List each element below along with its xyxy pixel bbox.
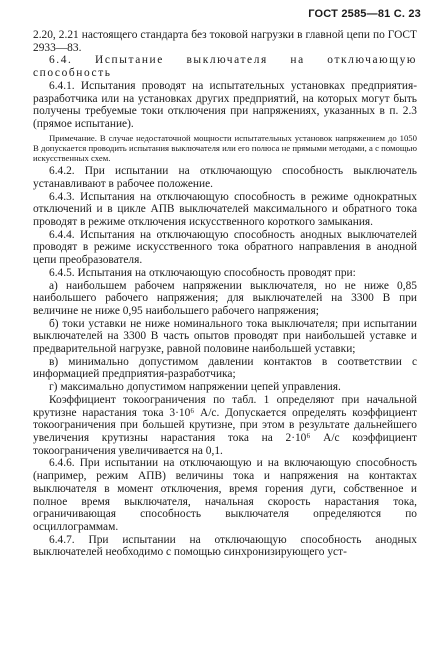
- paragraph-6-4-2: 6.4.2. При испытании на отключающую способность выключатель устанавливают в рабочее положение.: [33, 165, 417, 190]
- paragraph-6-4-1: 6.4.1. Испытания проводят на испытательных установках предприятия-разработчика или на установках других предприятий, на которых могут быть получены требуемые токи отключения при напряжениях, указанных в п. 2.3 (прямое испытание).: [33, 79, 417, 130]
- paragraph-coefficient: Коэффициент токоограничения по табл. 1 определяют при начальной крутизне нарастания тока 3·10⁶ А/с. Допускается определять коэффициент токоограничения при большей крутизне, при этом в результате дальнейшего увеличения крутизны нарастания тока на 2·10⁶ А/с коэффициент токоограничения увеличивается на 0,1.: [33, 393, 417, 457]
- paragraph-continuation: 2.20, 2.21 настоящего стандарта без токовой нагрузки в главной цепи по ГОСТ 2933—83.: [33, 29, 417, 54]
- paragraph-6-4-5: 6.4.5. Испытания на отключающую способность проводят при:: [49, 266, 356, 279]
- paragraph-6-4-3: 6.4.3. Испытания на отключающую способность в режиме однократных отключений и в цикле АПВ выключателей максимального и обратного тока проводят в режиме отключения искусственного короткого замыкания.: [33, 190, 417, 229]
- paragraph-6-4-7: 6.4.7. При испытании на отключающую способность анодных выключателей необходимо с помощью синхронизирующего уст-: [33, 533, 417, 559]
- paragraph-6-4-4: 6.4.4. Испытания на отключающую способность анодных выключателей проводят в режиме искусственного тока обратного направления в анодной цепи преобразователя.: [33, 228, 417, 267]
- section-heading: 6.4. Испытание выключателя на отключающую способность: [33, 54, 417, 80]
- note: Примечание. В случае недостаточной мощности испытательных установок напряжением до 1050 В допускается проводить испытания выключателя или его полюса не прямыми методами, а с помощью искусственных схем.: [33, 132, 417, 164]
- list-item-g: г) максимально допустимом напряжении цепей управления.: [49, 381, 341, 394]
- list-item-v: в) минимально допустимом давлении контактов в соответствии с информацией предприятия-разработчика;: [33, 355, 417, 381]
- list-item-b: б) токи уставки не ниже номинального тока выключателя; при испытании выключателей на 3300 В часть опытов проводят при наибольшей уставке и предварительной нагрузке, равной половине наибольшей уставки;: [33, 317, 417, 356]
- paragraph-6-4-6: 6.4.6. При испытании на отключающую и на включающую способность (например, режим АПВ) величины тока и напряжения на контактах выключателя в момент отключения, время горения дуги, собственное и полное время выключателя, начальная скорость нарастания тока, ограничивающая способность выключателя определяются по осциллограммам.: [33, 457, 417, 533]
- document-body: [33, 29, 417, 559]
- list-item-a: а) наибольшем рабочем напряжении выключателя, но не ниже 0,85 наибольшего рабочего напряжения; для выключателей на 3300 В при величине не ниже 0,95 наибольшего рабочего напряжения;: [33, 279, 417, 317]
- page-header: ГОСТ 2585—81 С. 23: [308, 8, 421, 20]
